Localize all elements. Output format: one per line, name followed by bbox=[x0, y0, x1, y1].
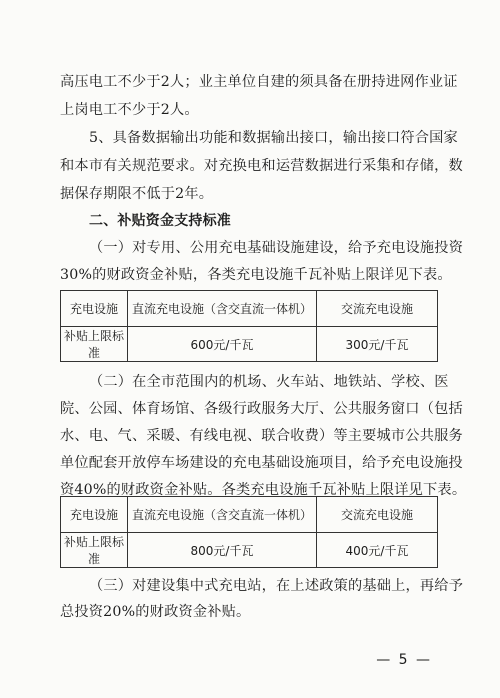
table-cell: 补贴上限标准 bbox=[61, 327, 128, 362]
table-header-cell: 充电设施 bbox=[61, 291, 128, 327]
text-line: 单位配套开放停车场建设的充电基础设施项目，给予充电设施投 bbox=[60, 455, 463, 471]
table-cell: 补贴上限标准 bbox=[61, 533, 128, 568]
table-header-row bbox=[61, 291, 438, 327]
text-line: 院、公园、体育场馆、各级行政服务大厅、公共服务窗口（包括 bbox=[60, 401, 463, 417]
table-header-cell: 交流充电设施 bbox=[317, 291, 438, 327]
text-line: （三）对建设集中式充电站，在上述政策的基础上，再给予 bbox=[89, 578, 464, 594]
text-line: （一）对专用、公用充电基础设施建设，给予充电设施投资 bbox=[89, 240, 464, 256]
table-header-row bbox=[61, 497, 438, 533]
subsidy-table-2 bbox=[60, 496, 438, 568]
table-row bbox=[61, 533, 438, 568]
table-header-cell: 交流充电设施 bbox=[317, 497, 438, 533]
table-header-cell: 充电设施 bbox=[61, 497, 128, 533]
table-cell: 300元/千瓦 bbox=[317, 327, 438, 362]
text-line: 据保存期限不低于2年。 bbox=[60, 186, 214, 202]
text-line: 资40%的财政资金补贴。各类充电设施千瓦补贴上限详见下表。 bbox=[60, 482, 467, 498]
text-line: 水、电、气、采暖、有线电视、联合收费）等主要城市公共服务 bbox=[60, 428, 463, 444]
text-line: 上岗电工不少于2人。 bbox=[60, 102, 199, 118]
subsidy-table-1 bbox=[60, 290, 438, 362]
table-header-cell: 直流充电设施（含交直流一体机） bbox=[128, 497, 317, 533]
text-line: 5、具备数据输出功能和数据输出接口，输出接口符合国家 bbox=[89, 130, 458, 146]
section-heading: 二、补贴资金支持标准 bbox=[89, 213, 231, 229]
table-cell: 600元/千瓦 bbox=[128, 327, 317, 362]
table-cell: 800元/千瓦 bbox=[128, 533, 317, 568]
text-line: 高压电工不少于2人；业主单位自建的须具备在册持进网作业证 bbox=[60, 74, 458, 90]
text-line: （二）在全市范围内的机场、火车站、地铁站、学校、医 bbox=[89, 374, 449, 390]
table-header-cell: 直流充电设施（含交直流一体机） bbox=[128, 291, 317, 327]
text-line: 和本市有关规范要求。对充换电和运营数据进行采集和存储，数 bbox=[60, 158, 463, 174]
table-cell: 400元/千瓦 bbox=[317, 533, 438, 568]
text-line: 30%的财政资金补贴，各类充电设施千瓦补贴上限详见下表。 bbox=[60, 267, 452, 283]
text-line: 总投资20%的财政资金补贴。 bbox=[60, 604, 251, 620]
page-number: — 5 — bbox=[376, 652, 432, 668]
table-row bbox=[61, 327, 438, 362]
